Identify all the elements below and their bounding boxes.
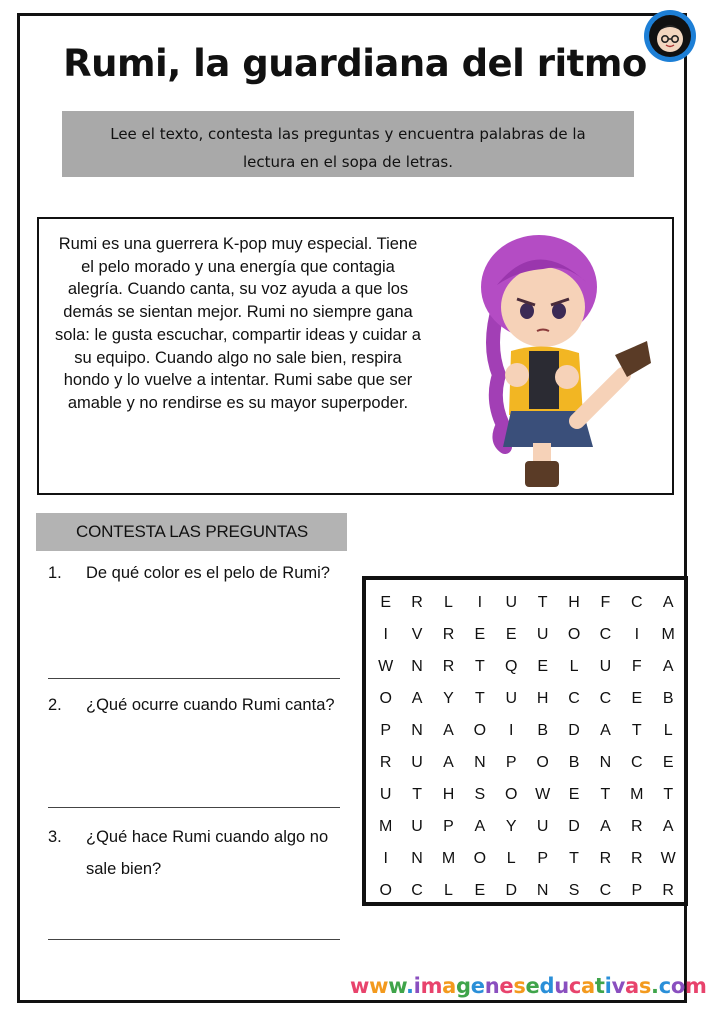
word-search-letter[interactable]: W [535,786,551,803]
word-search-letter[interactable]: F [631,658,642,675]
word-search-letter[interactable]: U [411,818,423,835]
word-search-letter[interactable]: Y [443,690,454,707]
word-search-letter[interactable]: D [568,722,580,739]
word-search-letter[interactable]: T [537,594,548,611]
word-search-letter[interactable]: M [630,786,644,803]
answer-line-2[interactable] [48,807,340,808]
word-search-letter[interactable]: E [474,882,486,899]
word-search-letter[interactable]: A [600,722,611,739]
word-search-letter[interactable]: A [411,690,423,707]
word-search-letter[interactable]: N [536,882,549,899]
word-search-letter[interactable]: I [477,594,483,611]
footer-letter: m [420,974,443,998]
word-search-letter[interactable]: I [634,626,640,643]
word-search-letter[interactable]: R [442,626,455,643]
word-search-letter[interactable]: P [537,850,548,867]
word-search-letter[interactable]: C [568,690,580,707]
word-search-letter[interactable]: Q [505,658,518,675]
question-number: 3. [48,828,62,846]
word-search-letter[interactable]: C [599,882,612,899]
word-search-letter[interactable]: I [509,722,514,739]
word-search-letter[interactable]: T [412,786,422,803]
footer-letter: i [413,974,421,998]
answer-line-3[interactable] [48,939,340,940]
footer-letter: s [513,974,526,998]
site-url-footer [350,974,707,1004]
word-search-letter[interactable]: E [631,690,643,707]
word-search-letter[interactable]: A [662,818,674,835]
word-search-letter[interactable]: A [443,754,454,771]
word-search-letter[interactable]: W [660,850,676,867]
footer-letter: v [611,974,625,998]
word-search-letter[interactable]: R [631,818,643,835]
word-search-letter[interactable]: L [444,882,453,899]
footer-letter: a [624,974,639,998]
word-search-letter[interactable]: C [599,626,612,643]
word-search-letter[interactable]: B [662,690,674,707]
word-search-letter[interactable]: I [383,626,388,643]
word-search-letter[interactable]: L [444,594,453,611]
word-search-letter[interactable]: R [411,594,423,611]
page-title: Rumi, la guardiana del ritmo [63,42,647,85]
word-search-letter[interactable]: D [568,818,580,835]
word-search-letter[interactable]: P [505,754,517,771]
footer-letter: c [658,974,671,998]
word-search-letter[interactable]: L [569,658,579,675]
footer-letter: g [456,974,471,998]
word-search-letter[interactable]: H [536,690,549,707]
footer-letter: m [685,974,707,998]
question-text: ¿Qué hace Rumi cuando algo no sale bien? [86,828,329,878]
footer-letter: s [638,974,652,998]
footer-letter: e [499,974,514,998]
word-search-letter[interactable]: D [505,882,518,899]
word-search-letter[interactable]: L [663,722,673,739]
footer-letter: w [388,974,406,998]
word-search-letter[interactable]: T [474,690,485,707]
word-search-letter[interactable]: A [600,818,611,835]
word-search-letter[interactable]: N [411,850,423,867]
word-search-letter[interactable]: W [378,658,394,675]
word-search-letter[interactable]: N [474,754,486,771]
word-search-letter[interactable]: O [505,786,518,803]
word-search-letter[interactable]: H [442,786,455,803]
reading-box [37,217,674,495]
word-search-letter[interactable]: U [379,786,392,803]
word-search-letter[interactable]: U [411,754,423,771]
word-search-letter[interactable]: B [537,722,548,739]
question-text: ¿Qué ocurre cuando Rumi canta? [86,696,335,714]
word-search-letter[interactable]: R [442,658,455,675]
footer-letter: i [604,974,612,998]
instructions-banner [62,111,634,177]
footer-letter: c [568,974,582,998]
footer-letter: t [594,974,605,998]
word-search-letter[interactable]: B [568,754,580,771]
footer-letter: . [651,974,659,998]
question-1 [48,557,348,589]
word-search-letter[interactable]: S [568,882,580,899]
word-search-letter[interactable]: O [379,882,392,899]
question-number: 1. [48,564,62,582]
word-search-letter[interactable]: V [411,626,423,643]
footer-letter: n [484,974,500,998]
word-search-letter[interactable]: U [505,594,518,611]
word-search-letter[interactable]: O [473,850,487,867]
word-search-letter[interactable]: A [662,594,674,611]
word-search-grid [362,576,688,906]
word-search-letter[interactable]: E [568,786,580,803]
word-search-letter[interactable]: T [631,722,642,739]
word-search-letter[interactable]: E [662,754,674,771]
word-search-letter[interactable]: E [474,626,486,643]
word-search-letter[interactable]: P [380,722,392,739]
word-search-letter[interactable]: P [631,882,643,899]
question-3 [48,821,348,885]
word-search-cells [370,587,684,907]
word-search-letter[interactable]: R [379,754,392,771]
footer-letter: a [581,974,595,998]
word-search-letter[interactable]: C [631,594,643,611]
word-search-letter[interactable]: O [536,754,549,771]
word-search-letter[interactable]: A [474,818,486,835]
question-text: De qué color es el pelo de Rumi? [86,564,330,582]
question-number: 2. [48,696,62,714]
footer-letter: o [670,974,686,998]
word-search-letter[interactable]: R [631,850,643,867]
word-search-letter[interactable]: H [568,594,580,611]
answer-line-1[interactable] [48,678,340,679]
word-search-letter[interactable]: M [441,850,456,867]
word-search-letter[interactable]: M [379,818,393,835]
word-search-letter[interactable]: A [443,722,454,739]
rumi-character-illustration [447,225,667,491]
word-search-letter[interactable]: A [662,658,674,675]
word-search-letter[interactable]: O [473,722,487,739]
footer-letter: e [470,974,485,998]
word-search-letter[interactable]: C [631,754,643,771]
word-search-letter[interactable]: M [661,626,675,643]
word-search-letter[interactable]: E [537,658,548,675]
reading-text: Rumi es una guerrera K-pop muy especial. Tiene el pelo morado y una energía que contagia alegría. Cuando canta, su voz ayuda a que los demás se sientan mejor. Rumi no siempre gana sola: le gusta escuchar, compartir ideas y cuidar a su equipo. Cuando algo no sale bien, respira hondo y lo vuelve a intentar. Rumi sabe que ser amable y no rendirse es su mayor superpoder. [55,235,421,412]
word-search-letter[interactable]: O [567,626,581,643]
word-search-letter[interactable]: I [383,850,388,867]
word-search-letter[interactable]: R [662,882,674,899]
footer-letter: d [539,974,555,998]
footer-letter: u [554,974,569,998]
footer-letter: a [442,974,457,998]
word-search-letter[interactable]: F [600,594,611,611]
word-search-letter[interactable]: U [599,658,612,675]
word-search-letter[interactable]: U [505,690,518,707]
word-search-letter[interactable]: O [379,690,392,707]
word-search-letter[interactable]: T [663,786,674,803]
word-search-letter[interactable]: C [411,882,423,899]
word-search-letter[interactable]: R [599,850,612,867]
word-search-letter[interactable]: T [474,658,485,675]
word-search-letter[interactable]: C [599,690,612,707]
word-search-letter[interactable]: E [380,594,392,611]
word-search-letter[interactable]: E [505,626,517,643]
word-search-letter[interactable]: T [569,850,579,867]
questions-header: CONTESTA LAS PREGUNTAS [36,513,347,551]
footer-letter: w [350,974,370,998]
word-search-letter[interactable]: T [600,786,611,803]
footer-letter: . [405,974,414,998]
word-search-letter[interactable]: Y [505,818,517,835]
footer-letter: e [525,974,540,998]
word-search-letter[interactable]: U [536,626,549,643]
question-2 [48,689,348,721]
footer-letter: w [369,974,389,998]
word-search-letter[interactable]: N [411,722,423,739]
word-search-letter[interactable]: N [411,658,423,675]
word-search-letter[interactable]: P [443,818,454,835]
word-search-letter[interactable]: U [536,818,549,835]
word-search-letter[interactable]: S [474,786,486,803]
instructions-text: Lee el texto, contesta las preguntas y encuentra palabras de la lectura en el sopa de letras. [110,125,586,171]
word-search-letter[interactable]: L [506,850,516,867]
word-search-letter[interactable]: N [599,754,612,771]
